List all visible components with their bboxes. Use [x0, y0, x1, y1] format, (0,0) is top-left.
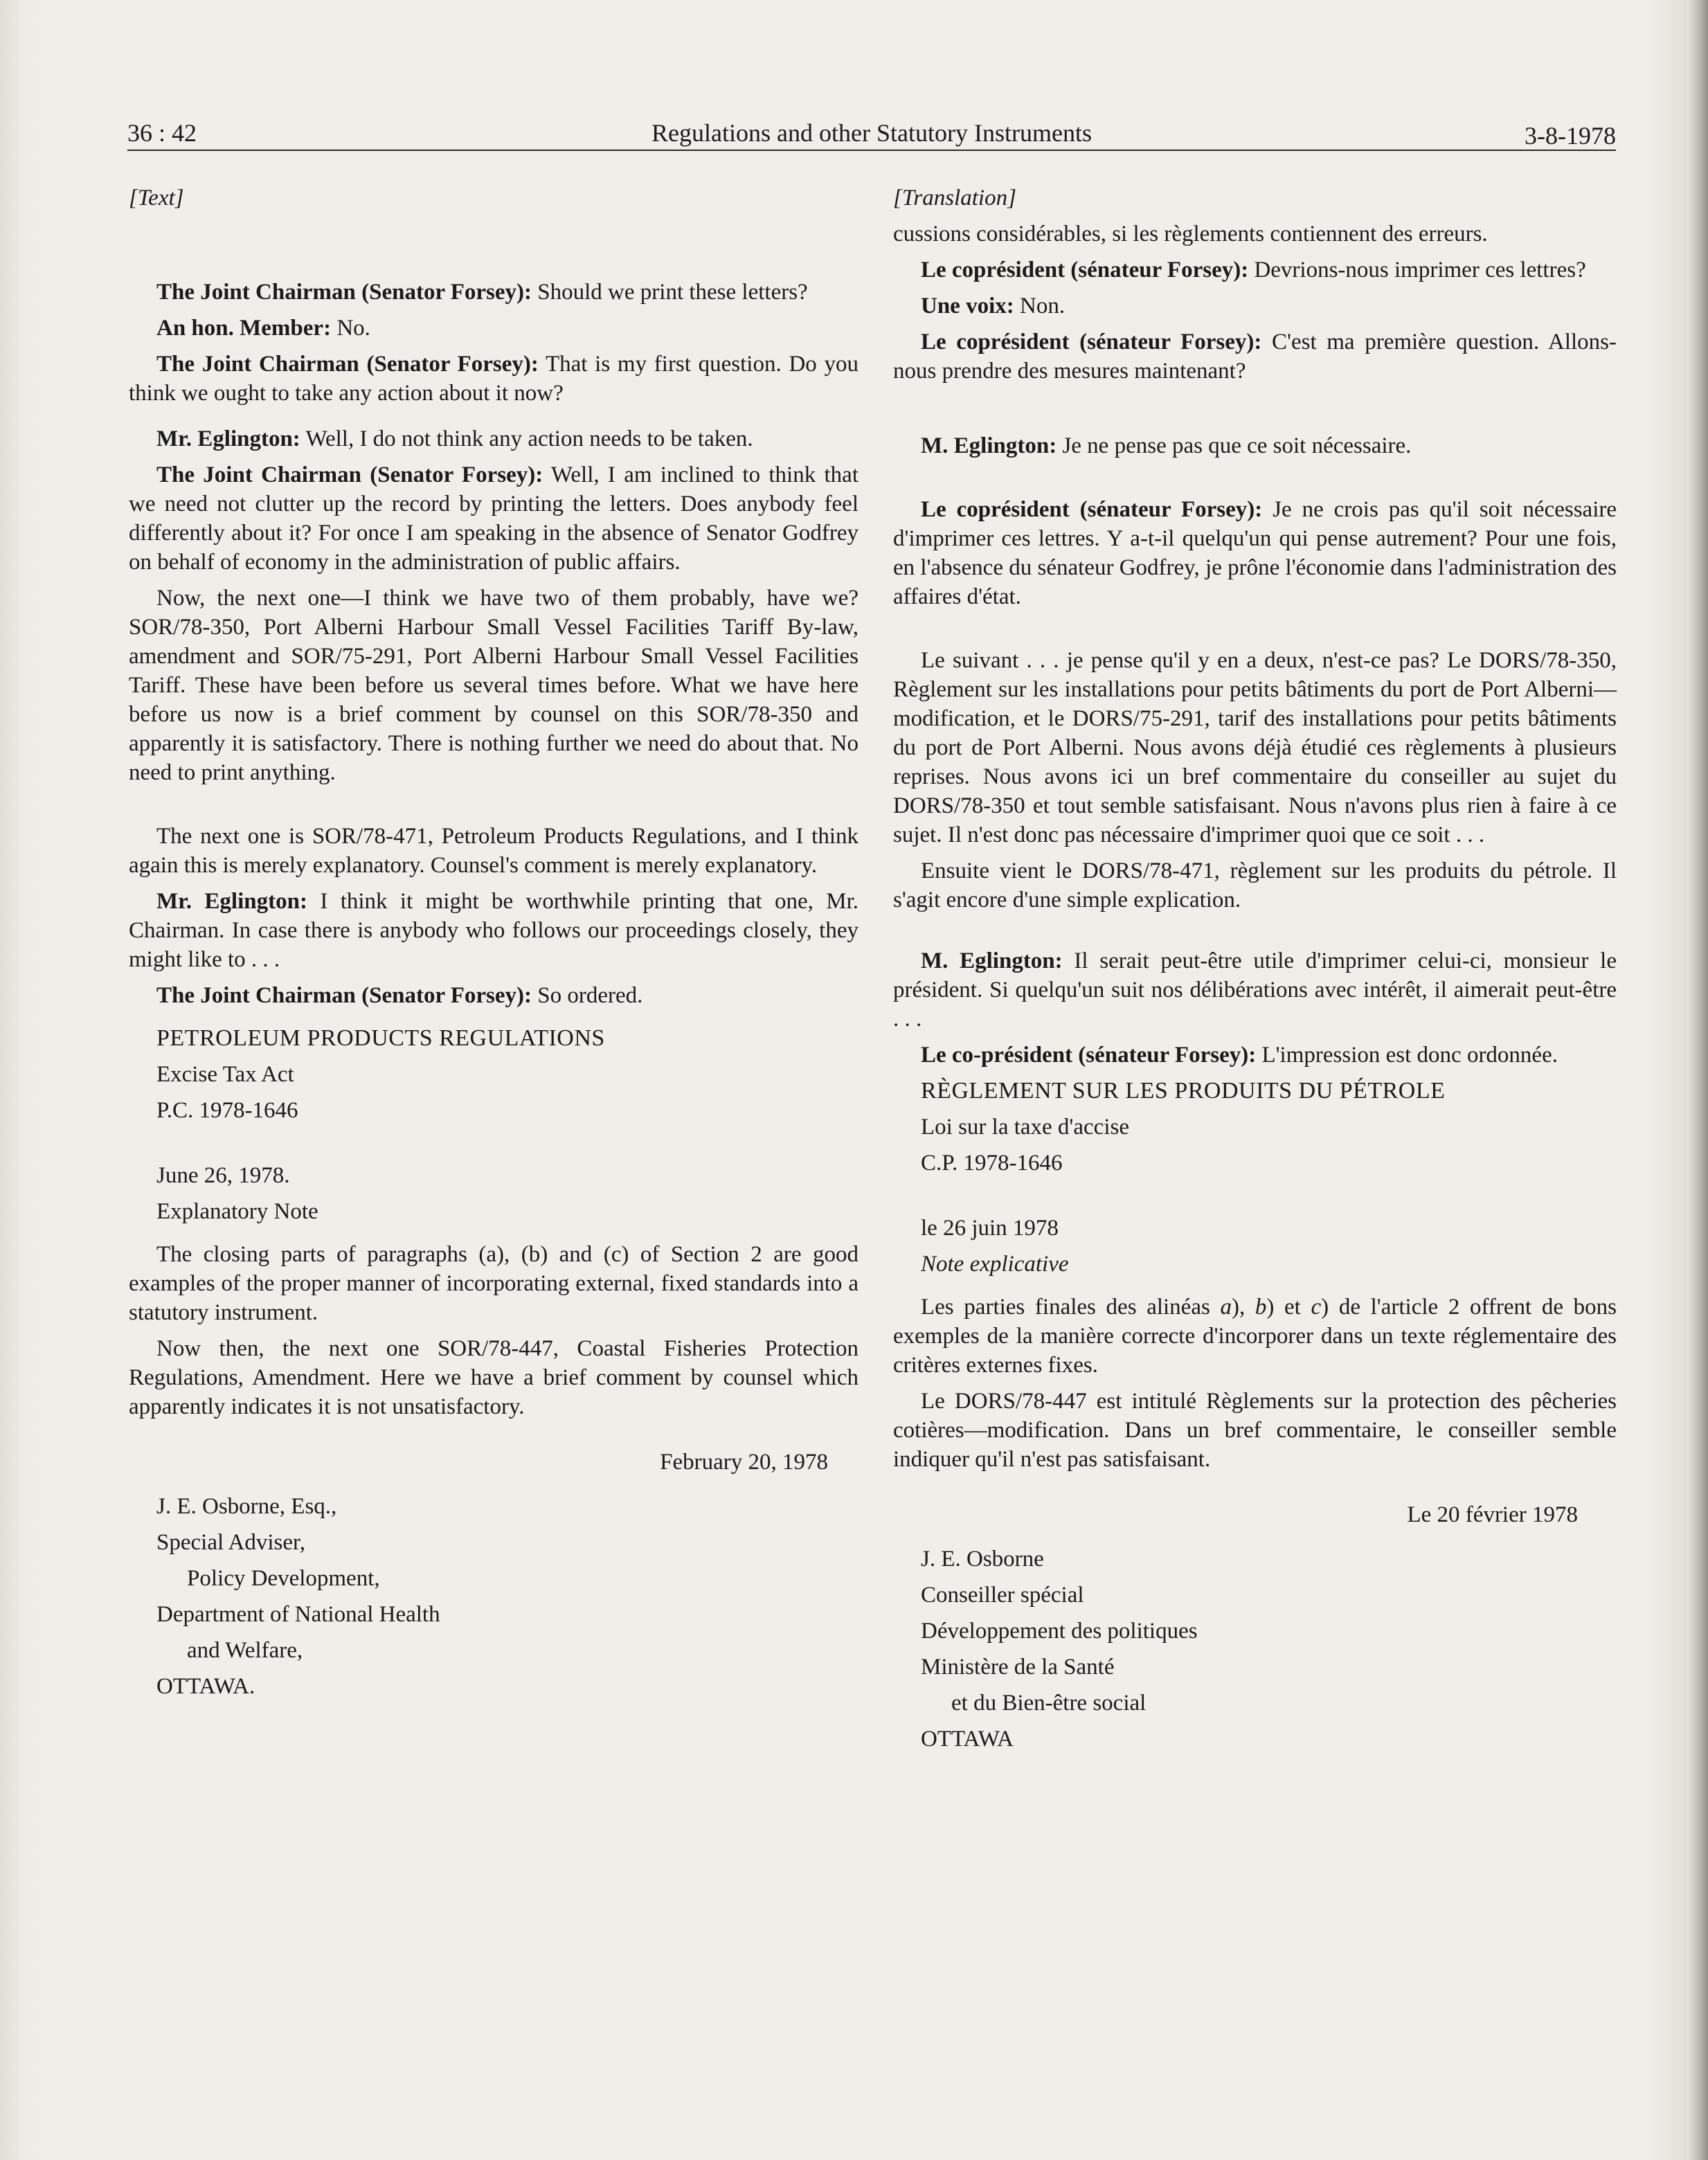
speaker: The Joint Chairman (Senator Forsey):	[156, 352, 539, 377]
address-line: Développement des politiques	[921, 1619, 1198, 1644]
text-run: ),	[1231, 1295, 1255, 1320]
speaker: The Joint Chairman (Senator Forsey):	[156, 280, 532, 305]
book-spine-shadow	[1687, 0, 1708, 2160]
speaker: Mr. Eglington:	[156, 889, 307, 914]
address-line: Conseiller spécial	[921, 1583, 1084, 1608]
speaker: An hon. Member:	[156, 316, 332, 341]
paragraph	[893, 291, 1617, 321]
address-line: Ministère de la Santé	[921, 1655, 1115, 1680]
speaker: The Joint Chairman (Senator Forsey):	[156, 983, 532, 1008]
speaker: The Joint Chairman (Senator Forsey):	[156, 462, 543, 487]
address-line: OTTAWA	[921, 1727, 1014, 1752]
speech: Well, I do not think any action needs to be taken.	[300, 426, 753, 451]
speech: Should we print these letters?	[532, 280, 808, 305]
paragraph: Le DORS/78-447 est intitulé Règlements sur la protection des pêcheries cotières—modification. Dans un bref commentaire, le conseiller semble indiquer qu'il n'est pas satisfaisant.	[893, 1389, 1617, 1472]
speaker: M. Eglington:	[921, 948, 1063, 973]
speaker: Le coprésident (sénateur Forsey):	[921, 497, 1263, 522]
note-date: le 26 juin 1978	[921, 1216, 1059, 1241]
address-line: Special Adviser,	[156, 1530, 305, 1555]
note-label: Explanatory Note	[156, 1199, 318, 1224]
paragraph	[129, 278, 859, 307]
text-run: ) et	[1266, 1295, 1311, 1320]
english-column	[129, 183, 859, 1708]
paragraph	[893, 255, 1617, 285]
running-title: Regulations and other Statutory Instruments	[651, 119, 1092, 147]
address-line: OTTAWA.	[156, 1674, 255, 1699]
speech: Je ne pense pas que ce soit nécessaire.	[1057, 433, 1412, 458]
address-line: and Welfare,	[187, 1638, 303, 1663]
regulation-act: Excise Tax Act	[156, 1062, 294, 1087]
letter-date: February 20, 1978	[660, 1450, 828, 1475]
paragraph	[129, 981, 859, 1010]
regulation-title: RÈGLEMENT SUR LES PRODUITS DU PÉTROLE	[921, 1078, 1446, 1104]
address-line: J. E. Osborne	[921, 1547, 1044, 1572]
page-number: 36 : 42	[127, 119, 197, 147]
text-run: c	[1311, 1295, 1322, 1320]
paragraph	[893, 327, 1617, 386]
french-column	[893, 183, 1617, 1761]
address-line: Department of National Health	[156, 1602, 440, 1627]
text-run: a	[1220, 1295, 1232, 1320]
address-line: Policy Development,	[187, 1566, 380, 1591]
speech: Well, I am inclined to think that we need not clutter up the record by printing the letters. Does anybody feel differently about it? For once I am speaking in the absence of Senator Godfrey on behalf of economy in the administration of public affairs.	[129, 462, 859, 575]
speech: C'est ma première question. Allons-nous prendre des mesures maintenant?	[893, 330, 1617, 384]
address-line: J. E. Osborne, Esq.,	[156, 1494, 337, 1519]
note-label: Note explicative	[921, 1252, 1069, 1277]
paragraph	[129, 460, 859, 577]
speech: Il serait peut-être utile d'imprimer celui-ci, monsieur le président. Si quelqu'un suit nos délibérations avec intérêt, il aimerait peut-être . . .	[893, 948, 1617, 1032]
speech: Je ne crois pas qu'il soit nécessaire d'imprimer ces lettres. Y a-t-il quelqu'un qui pense autrement? Pour une fois, en l'absence du sénateur Godfrey, je prône l'économie dans l'administration des affaires d'état.	[893, 497, 1617, 609]
header-rule	[127, 150, 1616, 151]
paragraph	[129, 424, 859, 453]
speaker: Le coprésident (sénateur Forsey):	[921, 330, 1262, 354]
speech: That is my first question. Do you think we ought to take any action about it now?	[129, 352, 859, 406]
text-run: Les parties finales des alinéas	[921, 1295, 1221, 1320]
speech: So ordered.	[532, 983, 643, 1008]
paragraph	[893, 431, 1617, 460]
speech: I think it might be worthwhile printing that one, Mr. Chairman. In case there is anybody who follows our proceedings closely, they might like to . . .	[129, 889, 859, 972]
paragraph	[129, 350, 859, 408]
regulation-pc: P.C. 1978-1646	[156, 1098, 298, 1123]
speaker: Le coprésident (sénateur Forsey):	[921, 258, 1249, 282]
speech: Non.	[1014, 294, 1066, 318]
text-tag: [Text]	[129, 186, 184, 210]
speech: No.	[331, 316, 370, 341]
paragraph: The closing parts of paragraphs (a), (b) and (c) of Section 2 are good examples of the proper manner of incorporating external, fixed standards into a statutory instrument.	[129, 1242, 859, 1325]
text-run: ) de l'article 2 offrent de bons exemples de la manière correcte d'incorporer dans un texte réglementaire des critères externes fixes.	[893, 1295, 1617, 1378]
paragraph	[893, 1041, 1617, 1070]
paragraph: cussions considérables, si les règlements contiennent des erreurs.	[893, 222, 1488, 246]
paragraph	[129, 314, 859, 343]
translation-tag: [Translation]	[893, 186, 1016, 210]
speaker: Mr. Eglington:	[156, 426, 300, 451]
speaker: M. Eglington:	[921, 433, 1057, 458]
note-date: June 26, 1978.	[156, 1163, 290, 1188]
regulation-act: Loi sur la taxe d'accise	[921, 1115, 1129, 1140]
paragraph	[893, 1293, 1617, 1380]
header-date: 3-8-1978	[1525, 122, 1616, 150]
speaker: Le co-président (sénateur Forsey):	[921, 1043, 1257, 1068]
paragraph: Ensuite vient le DORS/78-471, règlement sur les produits du pétrole. Il s'agit encore d'une simple explication.	[893, 858, 1617, 912]
speech: Devrions-nous imprimer ces lettres?	[1248, 258, 1586, 282]
paragraph: Le suivant . . . je pense qu'il y en a deux, n'est-ce pas? Le DORS/78-350, Règlement sur les installations pour petits bâtiments du port de Port Alberni—modification, et le DORS/75-291, tarif des installations pour petits bâtiments du port de Port Alberni. Nous avons déjà étudié ces règlements à plusieurs reprises. Nous avons ici un bref commentaire du conseiller au sujet du DORS/78-350 et tout semble satisfaisant. Nous n'avons plus rien à faire à ce sujet. Il n'est donc pas nécessaire d'imprimer quoi que ce soit . . .	[893, 648, 1617, 847]
paragraph: The next one is SOR/78-471, Petroleum Products Regulations, and I think again this is merely explanatory. Counsel's comment is merely explanatory.	[129, 824, 859, 878]
regulation-title: PETROLEUM PRODUCTS REGULATIONS	[156, 1025, 605, 1051]
address-line: et du Bien-être social	[951, 1691, 1147, 1716]
page-header	[127, 114, 1616, 153]
paragraph	[893, 495, 1617, 611]
speech: L'impression est donc ordonnée.	[1256, 1043, 1558, 1068]
paragraph: Now, the next one—I think we have two of them probably, have we? SOR/78-350, Port Alberni Harbour Small Vessel Facilities Tariff By-law, amendment and SOR/75-291, Port Alberni Harbour Small Vessel Facilities Tariff. These have been before us several times before. What we have here before us now is a brief comment by counsel on this SOR/78-350 and apparently it is satisfactory. There is nothing further we need do about that. No need to print anything.	[129, 586, 859, 785]
speaker: Une voix:	[921, 294, 1014, 318]
paragraph	[129, 887, 859, 974]
paragraph	[893, 946, 1617, 1034]
letter-date: Le 20 février 1978	[1407, 1502, 1578, 1527]
text-run: b	[1255, 1295, 1267, 1320]
paragraph: Now then, the next one SOR/78-447, Coastal Fisheries Protection Regulations, Amendment. Here we have a brief comment by counsel which apparently indicates it is not unsatisfactory.	[129, 1336, 859, 1419]
regulation-pc: C.P. 1978-1646	[921, 1151, 1063, 1176]
